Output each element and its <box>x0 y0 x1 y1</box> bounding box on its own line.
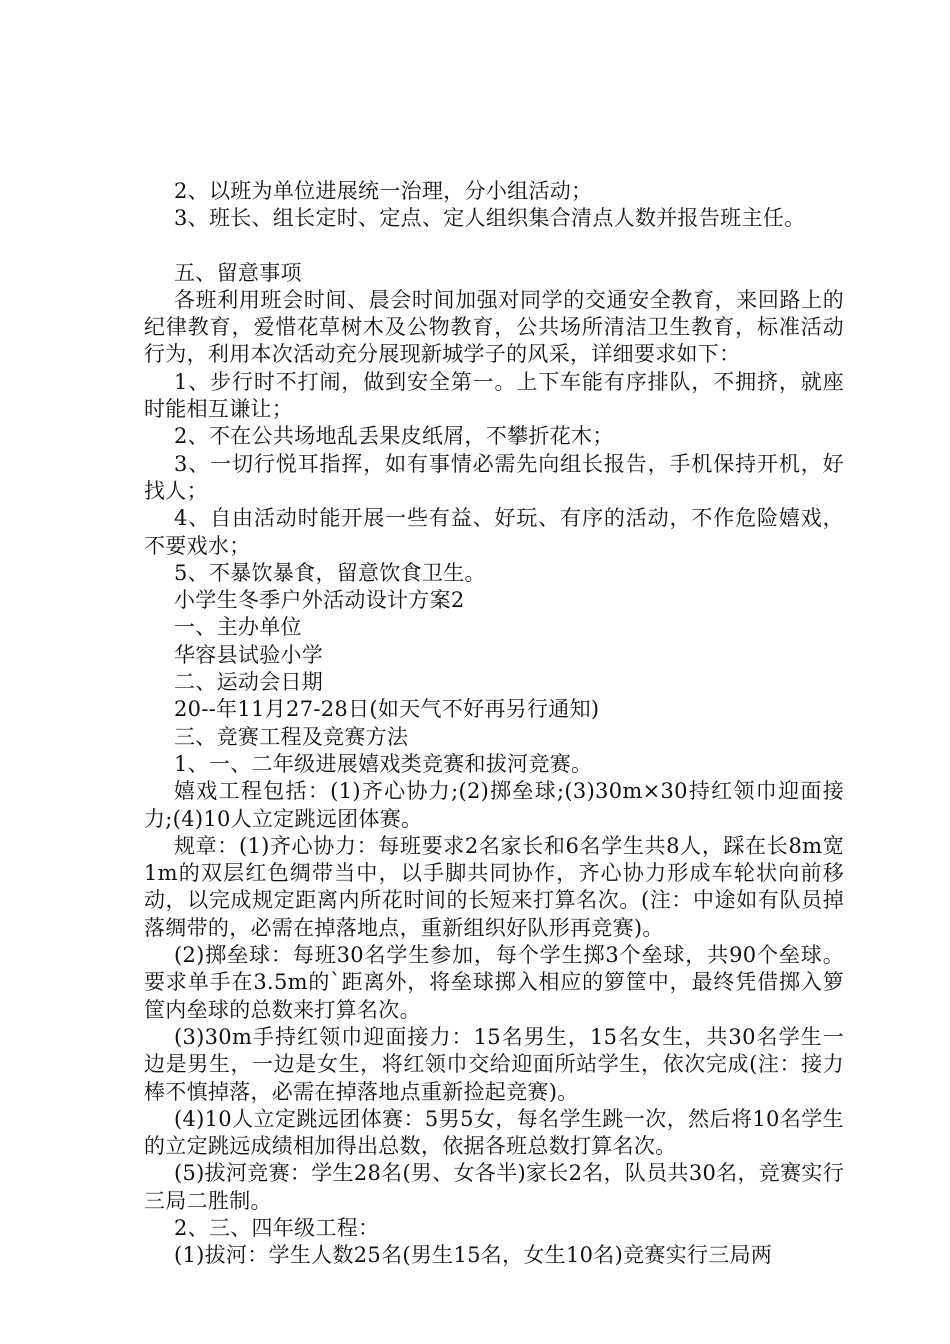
paragraph: 2、不在公共场地乱丢果皮纸屑，不攀折花木； <box>174 424 614 449</box>
paragraph: 2、三、四年级工程： <box>174 1215 380 1240</box>
paragraph: 20--年11月27-28日(如天气不好再另行通知) <box>174 697 600 722</box>
section-heading: 一、主办单位 <box>174 615 302 640</box>
paragraph: 华容县试验小学 <box>174 642 324 667</box>
document-body <box>144 178 844 1270</box>
paragraph: 1、步行时不打闹，做到安全第一。上下车能有序排队，不拥挤，就座时能相互谦让； <box>144 369 844 422</box>
paragraph: 1、一、二年级进展嬉戏类竞赛和拔河竞赛。 <box>174 751 593 776</box>
paragraph: (5)拔河竞赛：学生28名(男、女各半)家长2名，队员共30名，竞赛实行三局二胜制。 <box>144 1161 844 1213</box>
section-heading: 五、留意事项 <box>174 260 302 285</box>
paragraph: 嬉戏工程包括：(1)齐心协力;(2)掷垒球;(3)30m×30持红领巾迎面接力;(4)10人立定跳远团体赛。 <box>144 779 844 831</box>
paragraph: 4、自由活动时能开展一些有益、好玩、有序的活动，不作危险嬉戏，不要戏水； <box>144 506 844 558</box>
paragraph: 规章：(1)齐心协力：每班要求2名家长和6名学生共8人，踩在长8m宽1m的双层红色绸带当中，以手脚共同协作，齐心协力形成车轮状向前移动，以完成规定距离内所花时间的长短来打算名次。(注：中途如有队员掉落绸带的，必需在掉落地点，重新组织好队形再竞赛)。 <box>144 833 844 940</box>
paragraph: 3、班长、组长定时、定点、定人组织集合清点人数并报告班主任。 <box>174 206 806 231</box>
blank-line <box>144 233 844 260</box>
section-heading: 三、竞赛工程及竞赛方法 <box>174 724 409 749</box>
paragraph: (2)掷垒球：每班30名学生参加，每个学生掷3个垒球，共90个垒球。要求单手在3.5m的`距离外，将垒球掷入相应的箩筐中，最终凭借掷入箩筐内垒球的总数来打算名次。 <box>144 943 844 1022</box>
paragraph: 5、不暴饮暴食，留意饮食卫生。 <box>174 560 486 585</box>
paragraph: (1)拔河：学生人数25名(男生15名，女生10名)竞赛实行三局两 <box>174 1243 773 1268</box>
document-title: 小学生冬季户外活动设计方案2 <box>174 588 465 613</box>
paragraph: 3、一切行悦耳指挥，如有事情必需先向组长报告，手机保持开机，好找人； <box>144 451 844 503</box>
paragraph: 各班利用班会时间、晨会时间加强对同学的交通安全教育，来回路上的纪律教育，爱惜花草树木及公物教育，公共场所清洁卫生教育，标准活动行为，利用本次活动充分展现新城学子的风采，详细要求如下： <box>144 287 844 367</box>
paragraph: (3)30m手持红领巾迎面接力：15名男生，15名女生，共30名学生一边是男生，一边是女生，将红领巾交给迎面所站学生，依次完成(注：接力棒不慎掉落，必需在掉落地点重新捡起竞赛)。 <box>144 1024 844 1104</box>
paragraph: 2、以班为单位进展统一治理，分小组活动； <box>174 179 593 203</box>
paragraph: (4)10人立定跳远团体赛：5男5女，每名学生跳一次，然后将10名学生的立定跳远成绩相加得出总数，依据各班总数打算名次。 <box>144 1106 844 1159</box>
section-heading: 二、运动会日期 <box>174 670 324 695</box>
